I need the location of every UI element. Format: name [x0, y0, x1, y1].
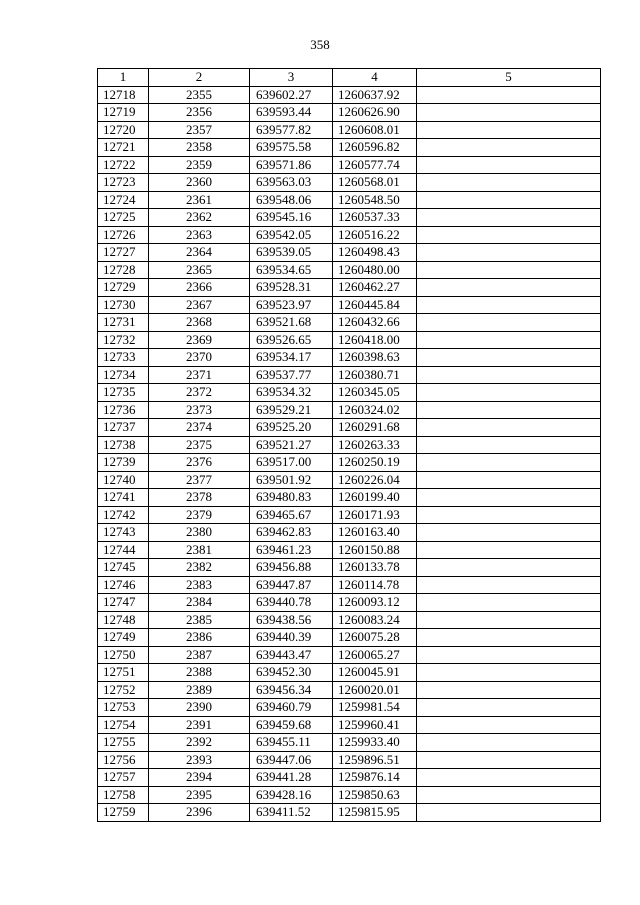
point-number-cell: 2373: [149, 401, 250, 419]
table-row: [98, 629, 601, 647]
point-number-cell: 2366: [149, 279, 250, 297]
table-row: [98, 226, 601, 244]
x-coordinate-cell: 639447.06: [250, 751, 333, 769]
x-coordinate-cell: 639440.39: [250, 629, 333, 647]
x-coordinate-cell: 639577.82: [250, 121, 333, 139]
x-coordinate-cell: 639534.17: [250, 349, 333, 367]
y-coordinate-cell: 1260345.05: [333, 384, 417, 402]
table-row: [98, 541, 601, 559]
x-coordinate-cell: 639534.65: [250, 261, 333, 279]
x-coordinate-cell: 639443.47: [250, 646, 333, 664]
note-cell: [417, 506, 601, 524]
x-coordinate-cell: 639529.21: [250, 401, 333, 419]
note-cell: [417, 594, 601, 612]
note-cell: [417, 751, 601, 769]
note-cell: [417, 384, 601, 402]
x-coordinate-cell: 639575.58: [250, 139, 333, 157]
row-number-cell: 12753: [98, 699, 149, 717]
point-number-cell: 2384: [149, 594, 250, 612]
x-coordinate-cell: 639537.77: [250, 366, 333, 384]
point-number-cell: 2391: [149, 716, 250, 734]
note-cell: [417, 191, 601, 209]
note-cell: [417, 279, 601, 297]
note-cell: [417, 786, 601, 804]
row-number-cell: 12745: [98, 559, 149, 577]
row-number-cell: 12723: [98, 174, 149, 192]
row-number-cell: 12718: [98, 86, 149, 104]
row-number-cell: 12742: [98, 506, 149, 524]
y-coordinate-cell: 1260163.40: [333, 524, 417, 542]
table-row: [98, 489, 601, 507]
note-cell: [417, 471, 601, 489]
y-coordinate-cell: 1260568.01: [333, 174, 417, 192]
point-number-cell: 2375: [149, 436, 250, 454]
row-number-cell: 12746: [98, 576, 149, 594]
point-number-cell: 2372: [149, 384, 250, 402]
y-coordinate-cell: 1260462.27: [333, 279, 417, 297]
row-number-cell: 12719: [98, 104, 149, 122]
table-row: [98, 454, 601, 472]
x-coordinate-cell: 639593.44: [250, 104, 333, 122]
note-cell: [417, 296, 601, 314]
row-number-cell: 12755: [98, 734, 149, 752]
table-row: [98, 121, 601, 139]
point-number-cell: 2361: [149, 191, 250, 209]
row-number-cell: 12737: [98, 419, 149, 437]
y-coordinate-cell: 1260133.78: [333, 559, 417, 577]
row-number-cell: 12748: [98, 611, 149, 629]
y-coordinate-cell: 1260093.12: [333, 594, 417, 612]
table-row: [98, 664, 601, 682]
row-number-cell: 12729: [98, 279, 149, 297]
y-coordinate-cell: 1260083.24: [333, 611, 417, 629]
y-coordinate-cell: 1260398.63: [333, 349, 417, 367]
table-row: [98, 139, 601, 157]
note-cell: [417, 174, 601, 192]
row-number-cell: 12734: [98, 366, 149, 384]
table-row: [98, 86, 601, 104]
point-number-cell: 2355: [149, 86, 250, 104]
point-number-cell: 2378: [149, 489, 250, 507]
y-coordinate-cell: 1259981.54: [333, 699, 417, 717]
row-number-cell: 12738: [98, 436, 149, 454]
table-row: [98, 646, 601, 664]
x-coordinate-cell: 639548.06: [250, 191, 333, 209]
table-row: [98, 576, 601, 594]
note-cell: [417, 331, 601, 349]
x-coordinate-cell: 639563.03: [250, 174, 333, 192]
y-coordinate-cell: 1259933.40: [333, 734, 417, 752]
note-cell: [417, 139, 601, 157]
table-row: [98, 594, 601, 612]
point-number-cell: 2370: [149, 349, 250, 367]
point-number-cell: 2393: [149, 751, 250, 769]
y-coordinate-cell: 1260075.28: [333, 629, 417, 647]
point-number-cell: 2364: [149, 244, 250, 262]
table-row: [98, 786, 601, 804]
note-cell: [417, 121, 601, 139]
row-number-cell: 12726: [98, 226, 149, 244]
row-number-cell: 12727: [98, 244, 149, 262]
y-coordinate-cell: 1260291.68: [333, 419, 417, 437]
note-cell: [417, 769, 601, 787]
y-coordinate-cell: 1260199.40: [333, 489, 417, 507]
x-coordinate-cell: 639452.30: [250, 664, 333, 682]
x-coordinate-cell: 639525.20: [250, 419, 333, 437]
y-coordinate-cell: 1260020.01: [333, 681, 417, 699]
y-coordinate-cell: 1260171.93: [333, 506, 417, 524]
row-number-cell: 12751: [98, 664, 149, 682]
table-row: [98, 191, 601, 209]
y-coordinate-cell: 1260548.50: [333, 191, 417, 209]
x-coordinate-cell: 639545.16: [250, 209, 333, 227]
row-number-cell: 12758: [98, 786, 149, 804]
point-number-cell: 2395: [149, 786, 250, 804]
y-coordinate-cell: 1260226.04: [333, 471, 417, 489]
table-row: [98, 244, 601, 262]
note-cell: [417, 314, 601, 332]
note-cell: [417, 611, 601, 629]
point-number-cell: 2389: [149, 681, 250, 699]
y-coordinate-cell: 1260324.02: [333, 401, 417, 419]
note-cell: [417, 104, 601, 122]
note-cell: [417, 804, 601, 822]
x-coordinate-cell: 639460.79: [250, 699, 333, 717]
point-number-cell: 2388: [149, 664, 250, 682]
x-coordinate-cell: 639411.52: [250, 804, 333, 822]
y-coordinate-cell: 1260577.74: [333, 156, 417, 174]
x-coordinate-cell: 639501.92: [250, 471, 333, 489]
row-number-cell: 12739: [98, 454, 149, 472]
table-row: [98, 384, 601, 402]
point-number-cell: 2374: [149, 419, 250, 437]
x-coordinate-cell: 639480.83: [250, 489, 333, 507]
x-coordinate-cell: 639542.05: [250, 226, 333, 244]
column-header-3: 3: [250, 69, 333, 87]
point-number-cell: 2368: [149, 314, 250, 332]
point-number-cell: 2358: [149, 139, 250, 157]
y-coordinate-cell: 1260418.00: [333, 331, 417, 349]
table-body: [98, 86, 601, 821]
note-cell: [417, 349, 601, 367]
table-header: [98, 69, 601, 87]
y-coordinate-cell: 1260380.71: [333, 366, 417, 384]
table-row: [98, 401, 601, 419]
x-coordinate-cell: 639456.88: [250, 559, 333, 577]
table-row: [98, 751, 601, 769]
note-cell: [417, 629, 601, 647]
note-cell: [417, 401, 601, 419]
y-coordinate-cell: 1260445.84: [333, 296, 417, 314]
table-row: [98, 314, 601, 332]
y-coordinate-cell: 1260432.66: [333, 314, 417, 332]
x-coordinate-cell: 639440.78: [250, 594, 333, 612]
row-number-cell: 12725: [98, 209, 149, 227]
y-coordinate-cell: 1259850.63: [333, 786, 417, 804]
table-row: [98, 681, 601, 699]
note-cell: [417, 664, 601, 682]
table-row: [98, 506, 601, 524]
x-coordinate-cell: 639602.27: [250, 86, 333, 104]
note-cell: [417, 366, 601, 384]
y-coordinate-cell: 1260596.82: [333, 139, 417, 157]
table-row: [98, 174, 601, 192]
table-row: [98, 716, 601, 734]
y-coordinate-cell: 1260150.88: [333, 541, 417, 559]
y-coordinate-cell: 1260250.19: [333, 454, 417, 472]
row-number-cell: 12740: [98, 471, 149, 489]
table-row: [98, 524, 601, 542]
point-number-cell: 2396: [149, 804, 250, 822]
column-header-4: 4: [333, 69, 417, 87]
table-row: [98, 611, 601, 629]
page-number: 358: [310, 37, 330, 52]
x-coordinate-cell: 639571.86: [250, 156, 333, 174]
table-row: [98, 279, 601, 297]
y-coordinate-cell: 1260065.27: [333, 646, 417, 664]
y-coordinate-cell: 1260637.92: [333, 86, 417, 104]
point-number-cell: 2362: [149, 209, 250, 227]
y-coordinate-cell: 1260498.43: [333, 244, 417, 262]
y-coordinate-cell: 1259960.41: [333, 716, 417, 734]
row-number-cell: 12756: [98, 751, 149, 769]
point-number-cell: 2367: [149, 296, 250, 314]
note-cell: [417, 454, 601, 472]
point-number-cell: 2385: [149, 611, 250, 629]
row-number-cell: 12731: [98, 314, 149, 332]
x-coordinate-cell: 639539.05: [250, 244, 333, 262]
point-number-cell: 2379: [149, 506, 250, 524]
x-coordinate-cell: 639428.16: [250, 786, 333, 804]
header-row: [98, 69, 601, 87]
row-number-cell: 12728: [98, 261, 149, 279]
table-row: [98, 209, 601, 227]
note-cell: [417, 489, 601, 507]
row-number-cell: 12721: [98, 139, 149, 157]
y-coordinate-cell: 1259815.95: [333, 804, 417, 822]
table-row: [98, 734, 601, 752]
row-number-cell: 12720: [98, 121, 149, 139]
y-coordinate-cell: 1260114.78: [333, 576, 417, 594]
note-cell: [417, 681, 601, 699]
table-row: [98, 156, 601, 174]
row-number-cell: 12730: [98, 296, 149, 314]
table-row: [98, 104, 601, 122]
table-row: [98, 471, 601, 489]
y-coordinate-cell: 1260626.90: [333, 104, 417, 122]
point-number-cell: 2387: [149, 646, 250, 664]
row-number-cell: 12722: [98, 156, 149, 174]
y-coordinate-cell: 1260480.00: [333, 261, 417, 279]
x-coordinate-cell: 639534.32: [250, 384, 333, 402]
point-number-cell: 2357: [149, 121, 250, 139]
table-row: [98, 804, 601, 822]
y-coordinate-cell: 1260537.33: [333, 209, 417, 227]
note-cell: [417, 559, 601, 577]
note-cell: [417, 541, 601, 559]
row-number-cell: 12741: [98, 489, 149, 507]
x-coordinate-cell: 639465.67: [250, 506, 333, 524]
point-number-cell: 2356: [149, 104, 250, 122]
y-coordinate-cell: 1260516.22: [333, 226, 417, 244]
table-row: [98, 366, 601, 384]
y-coordinate-cell: 1260263.33: [333, 436, 417, 454]
row-number-cell: 12733: [98, 349, 149, 367]
note-cell: [417, 734, 601, 752]
point-number-cell: 2386: [149, 629, 250, 647]
point-number-cell: 2394: [149, 769, 250, 787]
note-cell: [417, 576, 601, 594]
x-coordinate-cell: 639462.83: [250, 524, 333, 542]
row-number-cell: 12743: [98, 524, 149, 542]
point-number-cell: 2381: [149, 541, 250, 559]
point-number-cell: 2390: [149, 699, 250, 717]
x-coordinate-cell: 639447.87: [250, 576, 333, 594]
column-header-2: 2: [149, 69, 250, 87]
point-number-cell: 2365: [149, 261, 250, 279]
row-number-cell: 12757: [98, 769, 149, 787]
y-coordinate-cell: 1260608.01: [333, 121, 417, 139]
y-coordinate-cell: 1260045.91: [333, 664, 417, 682]
row-number-cell: 12759: [98, 804, 149, 822]
table-row: [98, 559, 601, 577]
column-header-1: 1: [98, 69, 149, 87]
x-coordinate-cell: 639523.97: [250, 296, 333, 314]
row-number-cell: 12752: [98, 681, 149, 699]
note-cell: [417, 209, 601, 227]
y-coordinate-cell: 1259876.14: [333, 769, 417, 787]
table-row: [98, 349, 601, 367]
point-number-cell: 2369: [149, 331, 250, 349]
note-cell: [417, 524, 601, 542]
x-coordinate-cell: 639461.23: [250, 541, 333, 559]
column-header-5: 5: [417, 69, 601, 87]
row-number-cell: 12735: [98, 384, 149, 402]
note-cell: [417, 261, 601, 279]
point-number-cell: 2363: [149, 226, 250, 244]
row-number-cell: 12749: [98, 629, 149, 647]
point-number-cell: 2376: [149, 454, 250, 472]
table-row: [98, 436, 601, 454]
x-coordinate-cell: 639455.11: [250, 734, 333, 752]
row-number-cell: 12747: [98, 594, 149, 612]
table-row: [98, 769, 601, 787]
note-cell: [417, 244, 601, 262]
x-coordinate-cell: 639459.68: [250, 716, 333, 734]
x-coordinate-cell: 639521.68: [250, 314, 333, 332]
x-coordinate-cell: 639517.00: [250, 454, 333, 472]
row-number-cell: 12750: [98, 646, 149, 664]
point-number-cell: 2382: [149, 559, 250, 577]
x-coordinate-cell: 639456.34: [250, 681, 333, 699]
y-coordinate-cell: 1259896.51: [333, 751, 417, 769]
point-number-cell: 2360: [149, 174, 250, 192]
table-row: [98, 699, 601, 717]
point-number-cell: 2392: [149, 734, 250, 752]
x-coordinate-cell: 639526.65: [250, 331, 333, 349]
x-coordinate-cell: 639441.28: [250, 769, 333, 787]
table-row: [98, 419, 601, 437]
row-number-cell: 12754: [98, 716, 149, 734]
point-number-cell: 2359: [149, 156, 250, 174]
coordinates-table: [97, 68, 601, 822]
note-cell: [417, 86, 601, 104]
row-number-cell: 12744: [98, 541, 149, 559]
x-coordinate-cell: 639528.31: [250, 279, 333, 297]
row-number-cell: 12732: [98, 331, 149, 349]
note-cell: [417, 699, 601, 717]
note-cell: [417, 419, 601, 437]
x-coordinate-cell: 639438.56: [250, 611, 333, 629]
point-number-cell: 2377: [149, 471, 250, 489]
note-cell: [417, 156, 601, 174]
note-cell: [417, 436, 601, 454]
point-number-cell: 2383: [149, 576, 250, 594]
point-number-cell: 2371: [149, 366, 250, 384]
table-row: [98, 296, 601, 314]
point-number-cell: 2380: [149, 524, 250, 542]
table-row: [98, 331, 601, 349]
row-number-cell: 12736: [98, 401, 149, 419]
x-coordinate-cell: 639521.27: [250, 436, 333, 454]
note-cell: [417, 716, 601, 734]
note-cell: [417, 646, 601, 664]
note-cell: [417, 226, 601, 244]
row-number-cell: 12724: [98, 191, 149, 209]
table-row: [98, 261, 601, 279]
